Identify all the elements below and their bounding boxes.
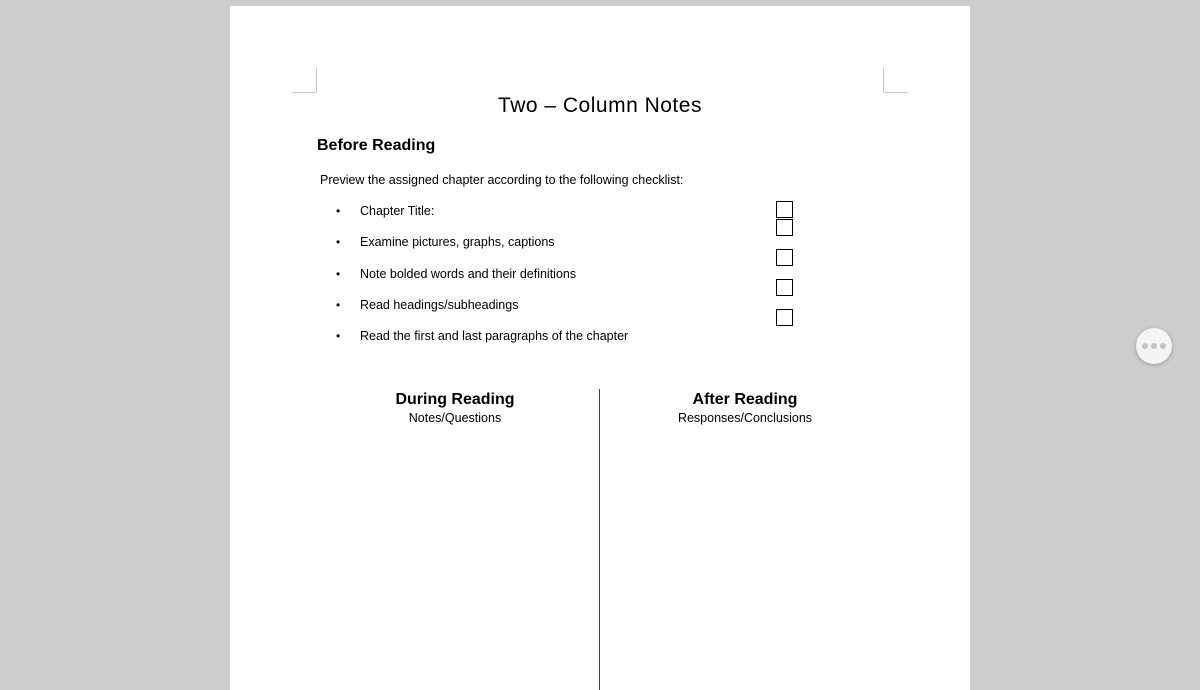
checkbox-paragraphs[interactable] bbox=[776, 309, 793, 326]
bullet-icon: • bbox=[336, 266, 341, 281]
checkbox-headings[interactable] bbox=[776, 279, 793, 296]
checklist-item bbox=[334, 266, 628, 297]
checklist-item-label: Examine pictures, graphs, captions bbox=[360, 235, 555, 250]
checklist-item-label: Chapter Title: bbox=[360, 204, 435, 218]
more-horizontal-icon bbox=[1142, 343, 1148, 349]
bullet-icon: • bbox=[336, 235, 341, 250]
margin-corner-top-right bbox=[883, 68, 908, 93]
more-horizontal-icon bbox=[1151, 343, 1157, 349]
checklist-item bbox=[334, 328, 628, 359]
checkbox-examine-pictures[interactable] bbox=[776, 219, 793, 236]
checklist-item bbox=[334, 297, 628, 328]
after-reading-subtitle: Responses/Conclusions bbox=[677, 411, 813, 425]
during-reading-title: During Reading bbox=[395, 391, 515, 408]
during-reading-header bbox=[310, 390, 600, 426]
document-title: Two – Column Notes bbox=[498, 94, 702, 117]
after-reading-header bbox=[600, 390, 890, 426]
checklist-item bbox=[334, 203, 628, 234]
before-reading-heading: Before Reading bbox=[317, 137, 436, 154]
more-options-button[interactable] bbox=[1136, 328, 1172, 364]
checkbox-bolded-words[interactable] bbox=[776, 249, 793, 266]
preview-checklist bbox=[334, 203, 628, 359]
bullet-icon: • bbox=[336, 297, 341, 312]
checklist-item-label: Read the first and last paragraphs of the chapter bbox=[360, 329, 629, 344]
after-reading-title: After Reading bbox=[692, 391, 798, 408]
document-page bbox=[230, 6, 970, 690]
checklist-intro: Preview the assigned chapter according to the following checklist: bbox=[320, 173, 684, 187]
during-reading-subtitle: Notes/Questions bbox=[408, 411, 502, 425]
bullet-icon: • bbox=[336, 329, 341, 344]
checklist-item-label: Note bolded words and their definitions bbox=[360, 266, 577, 281]
checklist-item bbox=[334, 234, 628, 265]
checklist-item-label: Read headings/subheadings bbox=[360, 297, 519, 312]
column-divider bbox=[599, 389, 600, 690]
margin-corner-top-left bbox=[292, 68, 317, 93]
bullet-icon: • bbox=[336, 204, 341, 218]
checkbox-chapter-title[interactable] bbox=[776, 201, 793, 218]
more-horizontal-icon bbox=[1160, 343, 1166, 349]
